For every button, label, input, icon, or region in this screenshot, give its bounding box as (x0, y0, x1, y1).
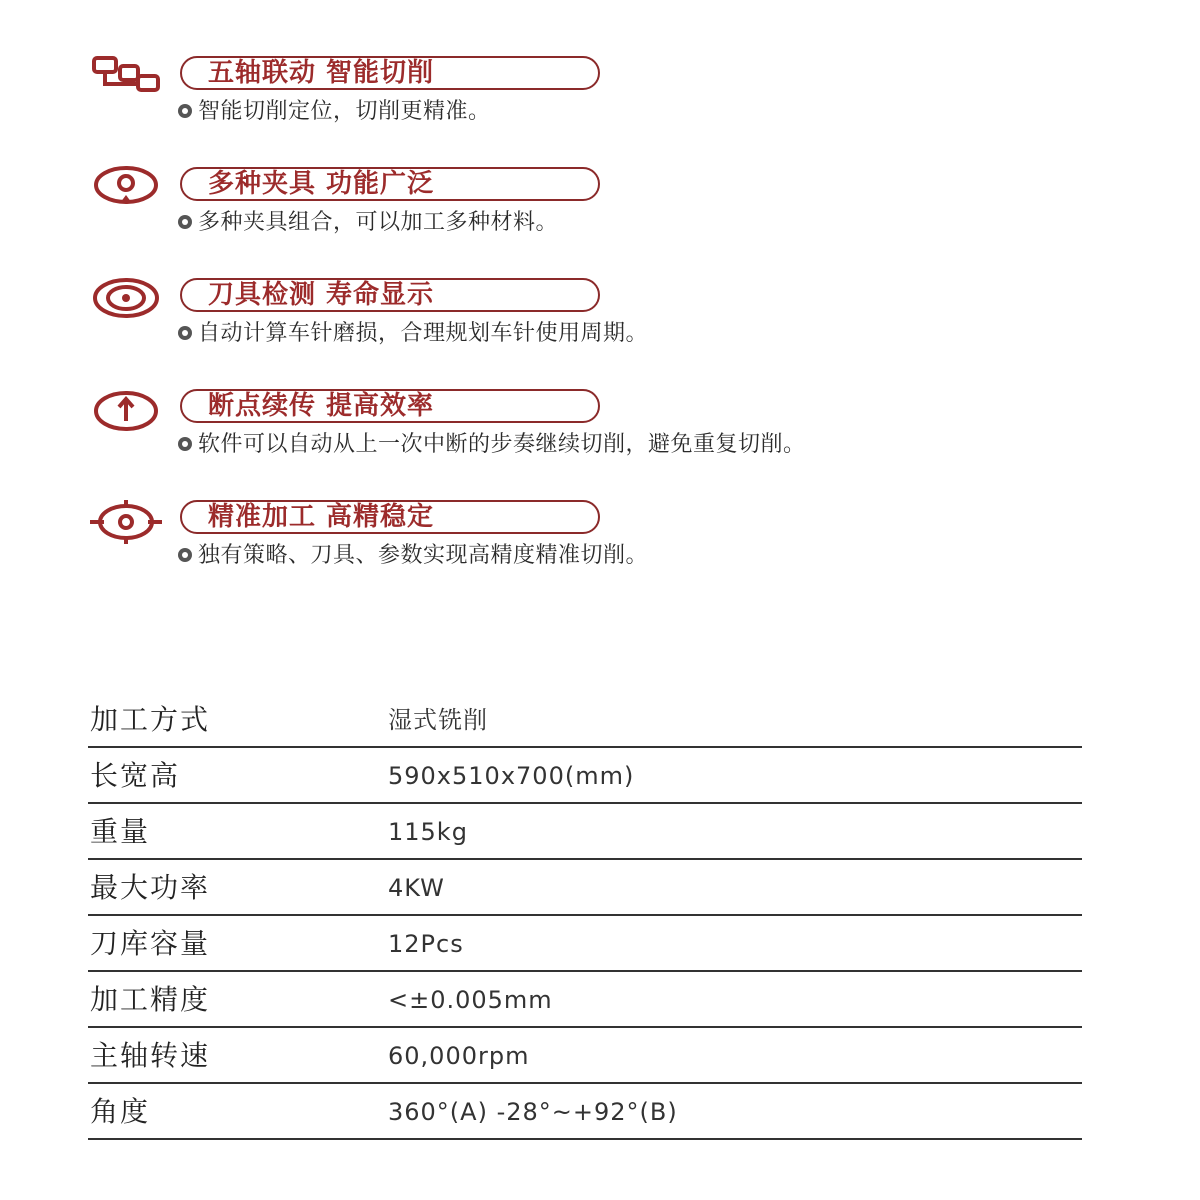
bullet-icon (178, 548, 192, 562)
spec-value: 590x510x700(mm) (388, 762, 635, 790)
feature-description-text: 智能切削定位，切削更精准。 (198, 99, 491, 124)
spec-label: 重量 (90, 815, 151, 848)
spec-value: 湿式铣削 (388, 706, 488, 734)
spec-label: 主轴转速 (90, 1039, 211, 1072)
feature-description-text: 软件可以自动从上一次中断的步奏继续切削，避免重复切削。 (198, 432, 806, 457)
spec-label: 角度 (90, 1095, 151, 1128)
spec-row-dimensions (88, 748, 1082, 804)
crosshair-icon (88, 498, 164, 544)
feature-description (178, 209, 558, 237)
linkage-icon (88, 54, 164, 100)
spec-row-processing-method (88, 692, 1082, 748)
spec-label: 长宽高 (90, 759, 181, 792)
feature-title: 精准加工 高精稳定 (180, 500, 600, 534)
bullet-icon (178, 437, 192, 451)
spec-label: 加工方式 (90, 703, 211, 736)
feature-item (88, 498, 1188, 588)
fixture-icon (88, 165, 164, 211)
feature-description (178, 98, 491, 126)
spec-value: 360°(A) -28°~+92°(B) (388, 1098, 678, 1126)
spec-row-precision (88, 972, 1082, 1028)
spec-value: 60,000rpm (388, 1042, 530, 1070)
spec-row-tool-capacity (88, 916, 1082, 972)
feature-description-text: 独有策略、刀具、参数实现高精度精准切削。 (198, 543, 649, 568)
tool-detect-icon (88, 276, 164, 322)
feature-title: 五轴联动 智能切削 (180, 56, 600, 90)
spec-row-angle (88, 1084, 1082, 1140)
spec-value: 12Pcs (388, 930, 464, 958)
feature-item (88, 387, 1188, 477)
spec-row-max-power (88, 860, 1082, 916)
bullet-icon (178, 104, 192, 118)
feature-title: 断点续传 提高效率 (180, 389, 600, 423)
feature-item (88, 165, 1188, 255)
bullet-icon (178, 326, 192, 340)
spec-label: 加工精度 (90, 983, 211, 1016)
feature-description-text: 自动计算车针磨损，合理规划车针使用周期。 (198, 321, 649, 346)
spec-row-weight (88, 804, 1082, 860)
resume-icon (88, 387, 164, 433)
spec-table (88, 692, 1082, 1140)
spec-value: 115kg (388, 818, 468, 846)
feature-title: 多种夹具 功能广泛 (180, 167, 600, 201)
feature-description (178, 431, 806, 459)
feature-description-text: 多种夹具组合，可以加工多种材料。 (198, 210, 559, 235)
spec-row-spindle-speed (88, 1028, 1082, 1084)
bullet-icon (178, 215, 192, 229)
spec-value: <±0.005mm (388, 986, 553, 1014)
spec-value: 4KW (388, 874, 445, 902)
spec-label: 最大功率 (90, 871, 211, 904)
feature-item (88, 54, 1188, 144)
feature-description (178, 320, 648, 348)
feature-title: 刀具检测 寿命显示 (180, 278, 600, 312)
feature-description (178, 542, 648, 570)
spec-label: 刀库容量 (90, 927, 211, 960)
feature-item (88, 276, 1188, 366)
